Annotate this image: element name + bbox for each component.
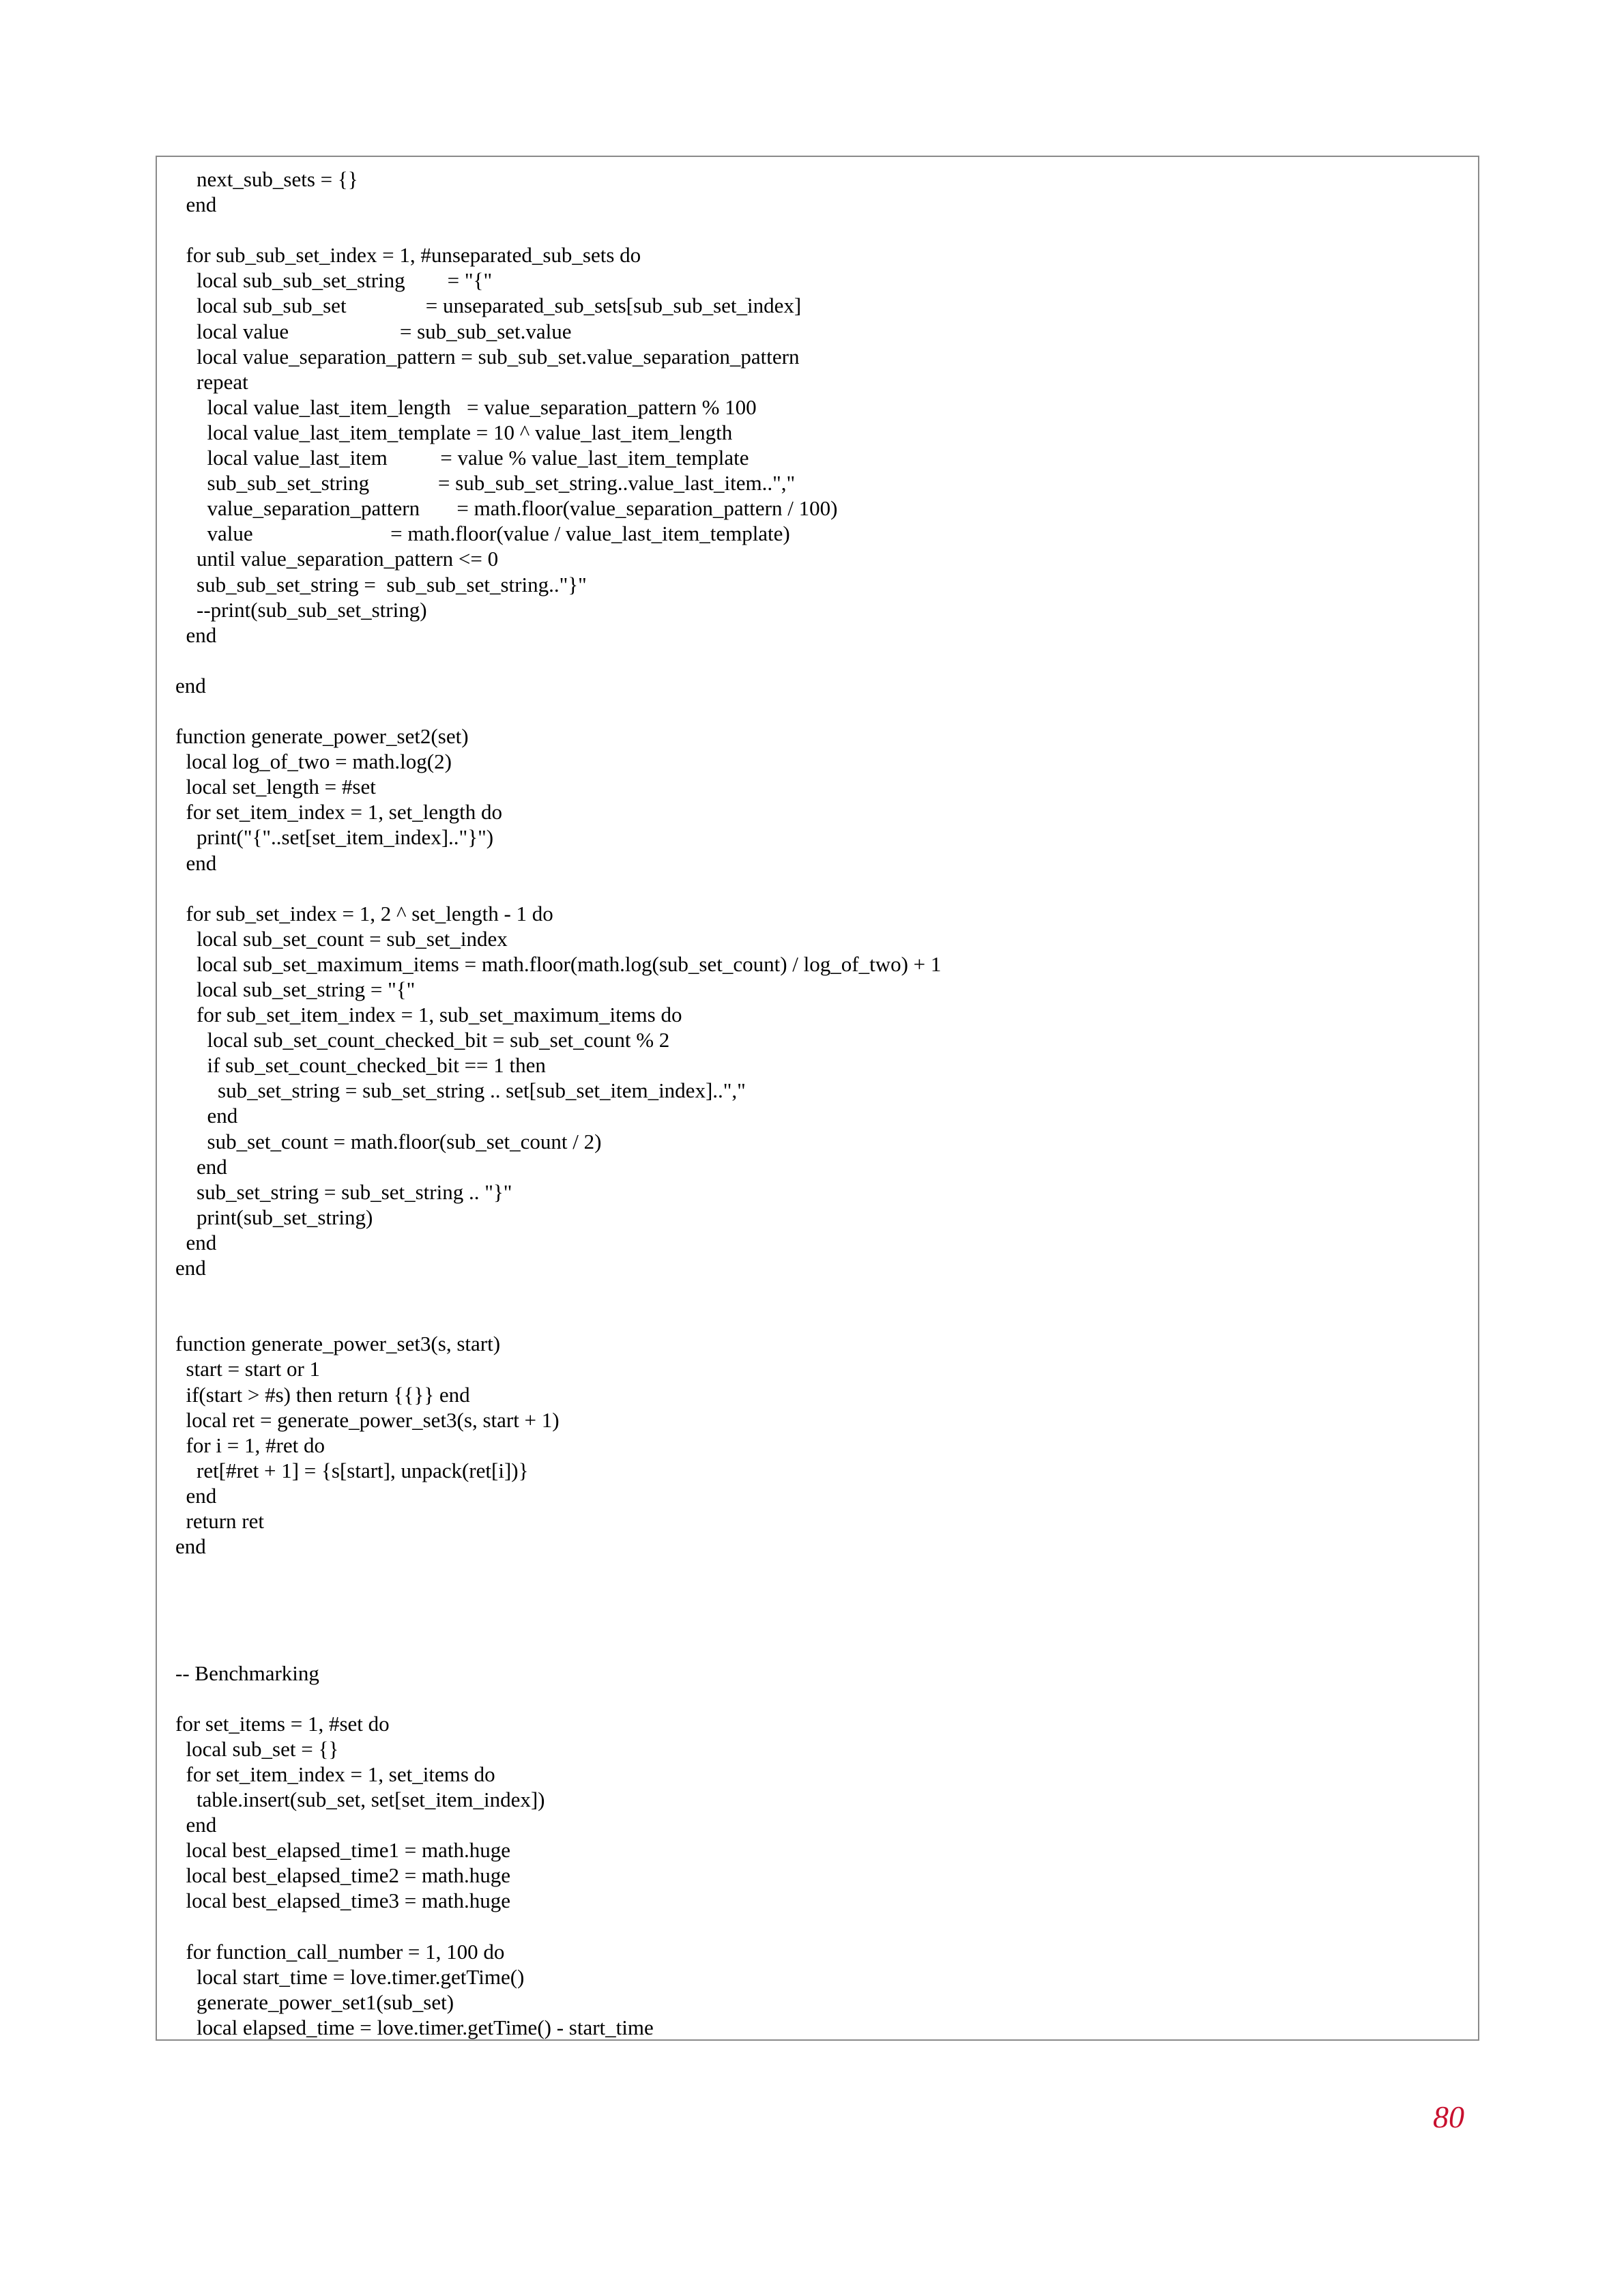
code-line: end <box>175 850 217 875</box>
code-line: repeat <box>175 369 248 394</box>
code-line: local value_last_item_length = value_separation_pattern % 100 <box>175 394 757 419</box>
code-line: for sub_set_item_index = 1, sub_set_maximum_items do <box>175 1003 682 1027</box>
code-line: for sub_sub_set_index = 1, #unseparated_sub_sets do <box>175 243 641 268</box>
code-line: for set_item_index = 1, set_items do <box>175 1762 495 1786</box>
code-line: local best_elapsed_time2 = math.huge <box>175 1863 510 1888</box>
code-line <box>175 1635 941 1660</box>
code-listing-box <box>156 156 1479 2041</box>
code-line: local start_time = love.timer.getTime() <box>175 1964 525 1989</box>
code-line: local sub_set_maximum_items = math.floor(math.log(sub_set_count) / log_of_two) + 1 <box>175 951 942 976</box>
code-line: table.insert(sub_set, set[set_item_index]) <box>175 1788 545 1811</box>
code-line <box>175 1280 941 1306</box>
code-line <box>175 217 941 242</box>
code-line: next_sub_sets = {} <box>175 167 358 191</box>
code-line: local best_elapsed_time1 = math.huge <box>175 1838 510 1863</box>
code-line: local sub_set_count = sub_set_index <box>175 926 508 951</box>
code-line: if(start > #s) then return {{}} end <box>175 1382 470 1407</box>
code-line: local value_last_item_template = 10 ^ value_last_item_length <box>175 420 733 444</box>
code-line <box>175 1306 941 1331</box>
code-line: for set_item_index = 1, set_length do <box>175 800 502 824</box>
code-line <box>175 876 941 901</box>
code-line: end <box>175 622 217 647</box>
code-line: value = math.floor(value / value_last_item_template) <box>175 521 790 546</box>
code-line: sub_set_string = sub_set_string .. set[sub_set_item_index].."," <box>175 1078 746 1103</box>
code-line <box>175 648 941 673</box>
code-line <box>175 698 941 723</box>
code-line: for i = 1, #ret do <box>175 1433 325 1457</box>
code-line <box>175 1686 941 1711</box>
code-line: --print(sub_sub_set_string) <box>175 597 427 622</box>
code-line: generate_power_set1(sub_set) <box>175 1990 454 2014</box>
code-line: sub_set_string = sub_set_string .. "}" <box>175 1179 512 1204</box>
code-line: end <box>175 1104 238 1128</box>
code-line <box>175 1559 941 1584</box>
code-line: local set_length = #set <box>175 775 376 799</box>
page-number: 80 <box>1433 2099 1464 2134</box>
code-line: function generate_power_set3(s, start) <box>175 1332 501 1356</box>
code-line: local sub_set_string = "{" <box>175 977 416 1001</box>
code-line: print("{"..set[set_item_index].."}") <box>175 825 494 850</box>
code-line: sub_set_count = math.floor(sub_set_count / 2) <box>175 1129 602 1153</box>
code-line: ret[#ret + 1] = {s[start], unpack(ret[i])} <box>175 1458 529 1482</box>
code-line: local value_last_item = value % value_last_item_template <box>175 446 749 470</box>
code-line <box>175 1609 941 1635</box>
code-line: local sub_sub_set_string = "{" <box>175 268 493 293</box>
code-line: local sub_set_count_checked_bit = sub_set_count % 2 <box>175 1028 670 1052</box>
code-line: local value_separation_pattern = sub_sub_set.value_separation_pattern <box>175 344 800 369</box>
code-line: for sub_set_index = 1, 2 ^ set_length - 1 do <box>175 901 553 925</box>
code-line: local sub_sub_set = unseparated_sub_sets[sub_sub_set_index] <box>175 293 802 318</box>
code-line: value_separation_pattern = math.floor(value_separation_pattern / 100) <box>175 496 838 521</box>
code-line: end <box>175 1534 206 1559</box>
code-listing <box>175 167 941 2040</box>
code-line: start = start or 1 <box>175 1357 321 1381</box>
code-line <box>175 1584 941 1609</box>
code-line: end <box>175 1483 217 1508</box>
code-line: return ret <box>175 1508 264 1533</box>
code-line: sub_sub_set_string = sub_sub_set_string.."}" <box>175 572 587 597</box>
code-line: until value_separation_pattern <= 0 <box>175 547 499 571</box>
code-line: function generate_power_set2(set) <box>175 724 469 749</box>
code-line: end <box>175 192 217 217</box>
code-line: for set_items = 1, #set do <box>175 1711 390 1736</box>
code-line: end <box>175 1813 217 1837</box>
code-line: local sub_set = {} <box>175 1736 339 1761</box>
code-line: end <box>175 1256 206 1280</box>
code-line: end <box>175 1154 227 1179</box>
code-line: -- Benchmarking <box>175 1661 319 1685</box>
code-line: local log_of_two = math.log(2) <box>175 749 452 774</box>
code-line <box>175 1913 941 1938</box>
code-line: local best_elapsed_time3 = math.huge <box>175 1889 510 1913</box>
code-line: local value = sub_sub_set.value <box>175 319 572 343</box>
code-line: print(sub_set_string) <box>175 1205 373 1229</box>
code-line: sub_sub_set_string = sub_sub_set_string..value_last_item.."," <box>175 471 796 496</box>
code-line: local elapsed_time = love.timer.getTime() - start_time <box>175 2015 654 2039</box>
code-line: end <box>175 673 206 698</box>
code-line: for function_call_number = 1, 100 do <box>175 1939 505 1964</box>
code-line: local ret = generate_power_set3(s, start + 1) <box>175 1407 560 1432</box>
code-line: if sub_set_count_checked_bit == 1 then <box>175 1053 546 1078</box>
code-line: end <box>175 1230 217 1254</box>
